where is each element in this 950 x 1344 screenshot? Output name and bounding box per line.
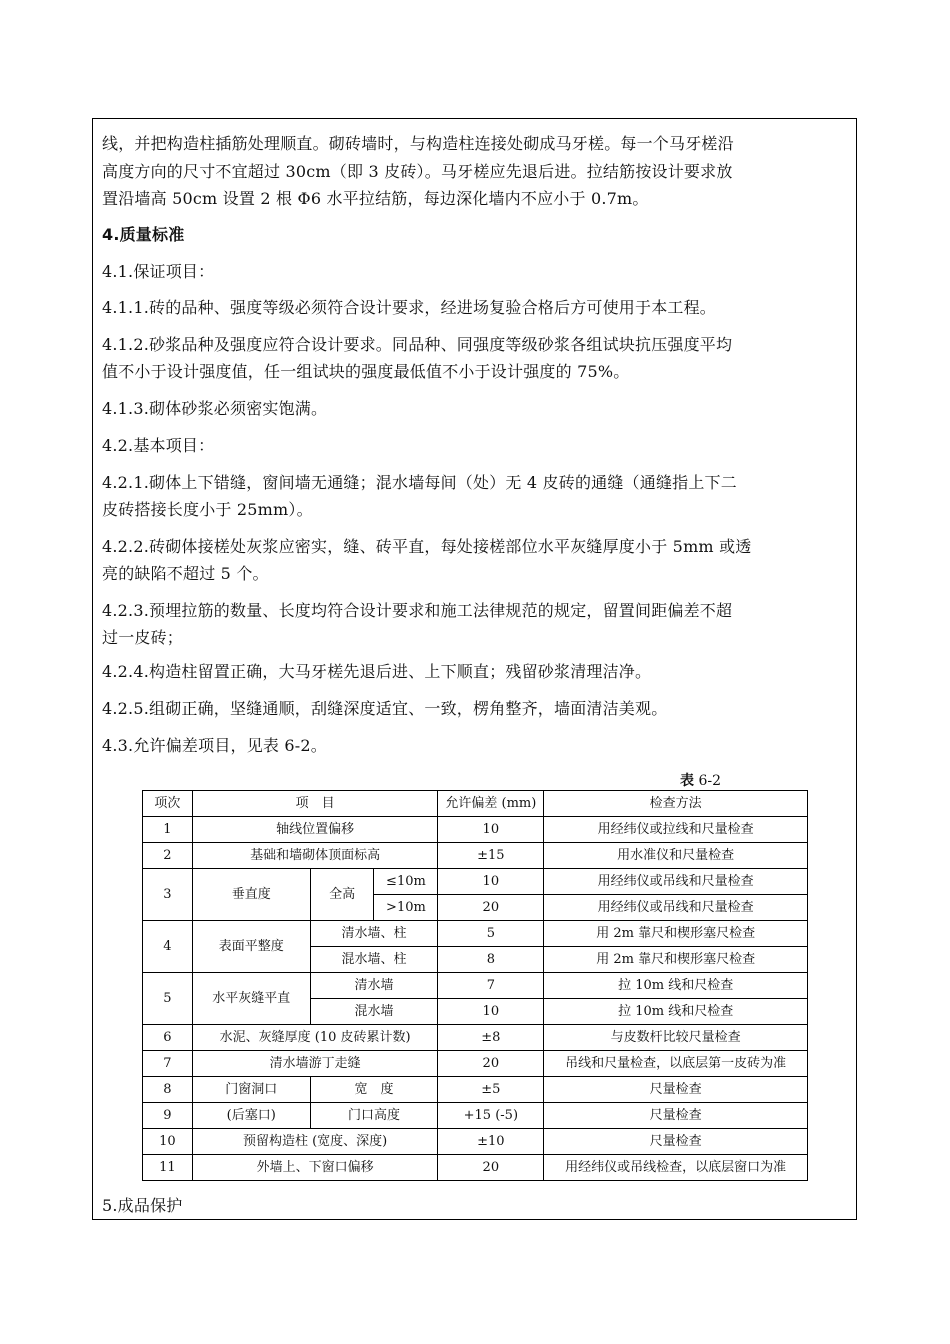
table-cell: 混水墙、柱 (310, 947, 438, 973)
table-cell: ±8 (438, 1025, 544, 1051)
table-cell: 水泥、灰缝厚度 (10 皮砖累计数) (192, 1025, 438, 1051)
table-row (143, 1025, 808, 1051)
table-row (143, 1103, 808, 1129)
table-row (143, 1051, 808, 1077)
table-header-row (143, 791, 808, 817)
table-cell: ±5 (438, 1077, 544, 1103)
clause-text: 4.2.3.预埋拉筋的数量、长度均符合设计要求和施工法律规范的规定，留置间距偏差不超 (102, 601, 733, 620)
clause-text: 4.1.2.砂浆品种及强度应符合设计要求。同品种、同强度等级砂浆各组试块抗压强度平均 (102, 335, 733, 354)
table-cell: 轴线位置偏移 (192, 817, 438, 843)
clause-text: 过一皮砖； (102, 628, 184, 647)
table-cell: 清水墙游丁走缝 (192, 1051, 438, 1077)
table-cell: 10 (438, 817, 544, 843)
table-row (143, 817, 808, 843)
table-cell: 拉 10m 线和尺检查 (544, 973, 808, 999)
subsection-title: 4.1.保证项目： (102, 262, 215, 281)
table-cell: 预留构造柱 (宽度、深度) (192, 1129, 438, 1155)
deviation-table (142, 790, 808, 1181)
table-cell: (后塞口) (192, 1103, 310, 1129)
clause-text: 4.2.4.构造柱留置正确，大马牙槎先退后进、上下顺直；残留砂浆清理洁净。 (102, 662, 652, 681)
table-row (143, 1155, 808, 1181)
table-cell: 清水墙 (310, 973, 438, 999)
table-cell: 拉 10m 线和尺检查 (544, 999, 808, 1025)
table-cell: ±10 (438, 1129, 544, 1155)
table-cell: 外墙上、下窗口偏移 (192, 1155, 438, 1181)
table-cell: 用经纬仪或吊线和尺量检查 (544, 869, 808, 895)
table-cell: 用经纬仪或拉线和尺量检查 (544, 817, 808, 843)
clause-text: 4.2.2.砖砌体接槎处灰浆应密实，缝、砖平直，每处接槎部位水平灰缝厚度小于 5mm 或透 (102, 537, 752, 556)
table-cell: 5 (438, 921, 544, 947)
table-cell: 20 (438, 1155, 544, 1181)
clause-text: 4.3.允许偏差项目，见表 6-2。 (102, 736, 327, 755)
table-cell: >10m (374, 895, 438, 921)
table-cell: ±15 (438, 843, 544, 869)
table-cell: 清水墙、柱 (310, 921, 438, 947)
table-cell: 11 (143, 1155, 193, 1181)
table-cell: 基础和墙砌体顶面标高 (192, 843, 438, 869)
table-cell: ≤10m (374, 869, 438, 895)
table-cell: 垂直度 (192, 869, 310, 921)
table-cell: 10 (438, 869, 544, 895)
clause-text: 4.2.5.组砌正确，坚缝通顺，刮缝深度适宜、一致，楞角整齐，墙面清洁美观。 (102, 699, 668, 718)
table-cell: 吊线和尺量检查，以底层第一皮砖为准 (544, 1051, 808, 1077)
table-cell: 用经纬仪或吊线检查，以底层窗口为准 (544, 1155, 808, 1181)
clause-text: 4.2.1.砌体上下错缝，窗间墙无通缝；混水墙每间（处）无 4 皮砖的通缝（通缝指上下二 (102, 473, 737, 492)
paragraph-line: 线，并把构造柱插筋处理顺直。砌砖墙时，与构造柱连接处砌成马牙槎。每一个马牙槎沿 (102, 134, 734, 153)
paragraph-line: 高度方向的尺寸不宜超过 30cm（即 3 皮砖）。马牙槎应先退后进。拉结筋按设计要求放 (102, 162, 733, 181)
clause-text: 亮的缺陷不超过 5 个。 (102, 564, 269, 583)
table-cell: 3 (143, 869, 193, 921)
table-cell: 尺量检查 (544, 1077, 808, 1103)
header-cell: 检查方法 (544, 791, 808, 817)
table-row (143, 843, 808, 869)
section-heading: 5.成品保护 (102, 1196, 183, 1215)
header-cell: 项次 (143, 791, 193, 817)
table-cell: 用水准仪和尺量检查 (544, 843, 808, 869)
table-cell: 门窗洞口 (192, 1077, 310, 1103)
table-cell: 10 (438, 999, 544, 1025)
paragraph-line: 置沿墙高 50cm 设置 2 根 Φ6 水平拉结筋，每边深化墙内不应小于 0.7m。 (102, 189, 649, 208)
header-cell: 允许偏差 (mm) (438, 791, 544, 817)
table-cell: 用经纬仪或吊线和尺量检查 (544, 895, 808, 921)
clause-text: 值不小于设计强度值，任一组试块的强度最低值不小于设计强度的 75%。 (102, 362, 630, 381)
table-cell: 20 (438, 895, 544, 921)
section-heading: 4.质量标准 (102, 225, 185, 244)
table-cell: 尺量检查 (544, 1129, 808, 1155)
table-row (143, 921, 808, 947)
table-cell: 20 (438, 1051, 544, 1077)
table-row (143, 1129, 808, 1155)
table-cell: 2 (143, 843, 193, 869)
table-cell: 尺量检查 (544, 1103, 808, 1129)
clause-text: 4.1.1.砖的品种、强度等级必须符合设计要求，经进场复验合格后方可使用于本工程。 (102, 298, 716, 317)
table-cell: 6 (143, 1025, 193, 1051)
table-cell: +15 (-5) (438, 1103, 544, 1129)
table-cell: 10 (143, 1129, 193, 1155)
table-cell: 全高 (310, 869, 374, 921)
table-cell: 用 2m 靠尺和楔形塞尺检查 (544, 921, 808, 947)
table-cell: 表面平整度 (192, 921, 310, 973)
table-cell: 1 (143, 817, 193, 843)
table-cell: 用 2m 靠尺和楔形塞尺检查 (544, 947, 808, 973)
table-caption: 表 6-2 (680, 773, 721, 789)
subsection-title: 4.2.基本项目： (102, 436, 215, 455)
table-cell: 水平灰缝平直 (192, 973, 310, 1025)
clause-text: 皮砖搭接长度小于 25mm）。 (102, 500, 313, 519)
table-cell: 9 (143, 1103, 193, 1129)
table-cell: 7 (143, 1051, 193, 1077)
table-cell: 7 (438, 973, 544, 999)
table-cell: 与皮数杆比较尺量检查 (544, 1025, 808, 1051)
table-cell: 门口高度 (310, 1103, 438, 1129)
table-cell: 5 (143, 973, 193, 1025)
table-row (143, 869, 808, 895)
table-cell: 混水墙 (310, 999, 438, 1025)
table-row (143, 1077, 808, 1103)
table-cell: 4 (143, 921, 193, 973)
clause-text: 4.1.3.砌体砂浆必须密实饱满。 (102, 399, 328, 418)
table-row (143, 973, 808, 999)
header-cell: 项 目 (192, 791, 438, 817)
table-cell: 8 (143, 1077, 193, 1103)
table-cell: 宽 度 (310, 1077, 438, 1103)
table-cell: 8 (438, 947, 544, 973)
